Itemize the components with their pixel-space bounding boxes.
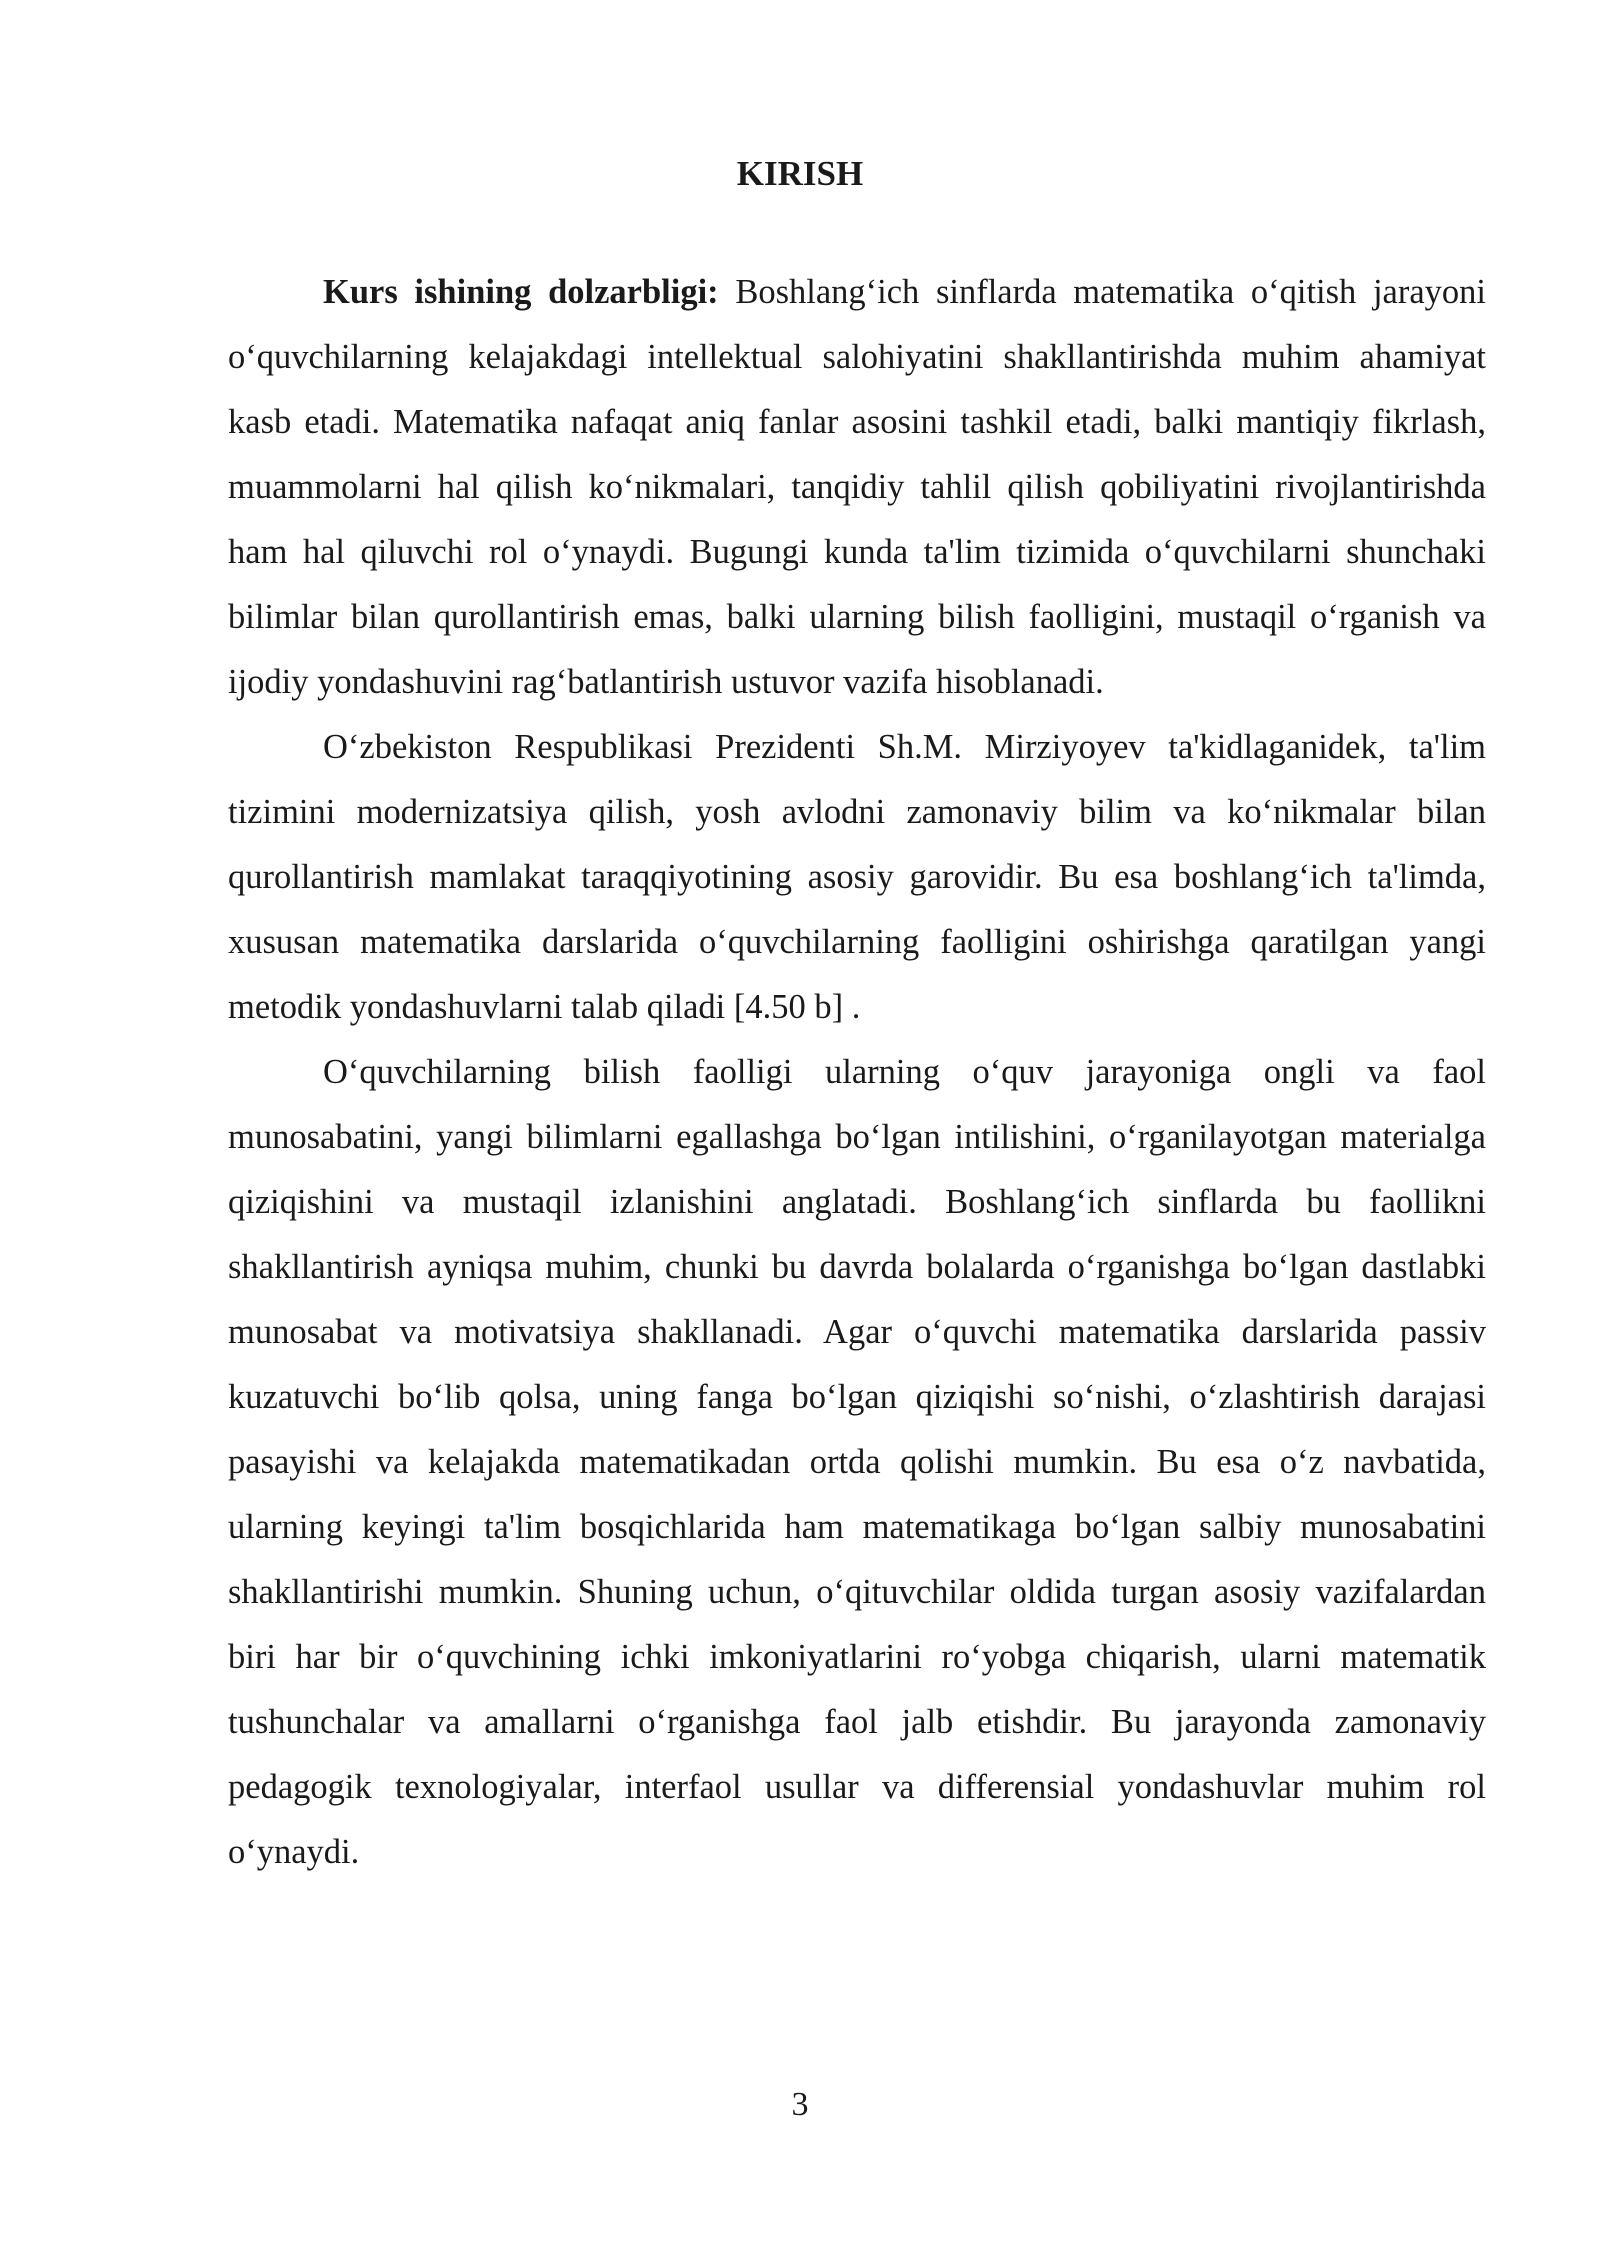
body-text [228, 260, 1486, 1885]
paragraph-lead: Kurs ishining dolzarbligi: [323, 273, 719, 311]
page-number: 3 [791, 2086, 809, 2123]
paragraph-relevance [228, 260, 1486, 715]
paragraph-cognitive-activity: O‘quvchilarning bilish faolligi ularning o‘quv jarayoniga ongli va faol munosabatini, yangi bilimlarni egallashga bo‘lgan intilishini, o‘rganilayotgan materialga qiziqishini va mustaqil izlanishini anglatadi. Boshlang‘ich sinflarda bu faollikni shakllantirish ayniqsa muhim, chunki bu davrda bolalarda o‘rganishga bo‘lgan dastlabki munosabat va motivatsiya shakllanadi. Agar o‘quvchi matematika darslarida passiv kuzatuvchi bo‘lib qolsa, uning fanga bo‘lgan qiziqishi so‘nishi, o‘zlashtirish darajasi pasayishi va kelajakda matematikadan ortda qolishi mumkin. Bu esa o‘z navbatida, ularning keyingi ta'lim bosqichlarida ham matematikaga bo‘lgan salbiy munosabatini shakllantirishi mumkin. Shuning uchun, o‘qituvchilar oldida turgan asosiy vazifalardan biri har bir o‘quvchining ichki imkoniyatlarini ro‘yobga chiqarish, ularni matematik tushunchalar va amallarni o‘rganishga faol jalb etishdir. Bu jarayonda zamonaviy pedagogik texnologiyalar, interfaol usullar va differensial yondashuvlar muhim rol o‘ynaydi. [228, 1053, 1486, 1871]
page-title: KIRISH [736, 154, 864, 193]
paragraph-text: Boshlang‘ich sinflarda matematika o‘qitish jarayoni o‘quvchilarning kelajakdagi intellektual salohiyatini shakllantirishda muhim ahamiyat kasb etadi. Matematika nafaqat aniq fanlar asosini tashkil etadi, balki mantiqiy fikrlash, muammolarni hal qilish ko‘nikmalari, tanqidiy tahlil qilish qobiliyatini rivojlantirishda ham hal qiluvchi rol o‘ynaydi. Bugungi kunda ta'lim tizimida o‘quvchilarni shunchaki bilimlar bilan qurollantirish emas, balki ularning bilish faolligini, mustaqil o‘rganish va ijodiy yondashuvini rag‘batlantirish ustuvor vazifa hisoblanadi. [228, 273, 1486, 701]
paragraph-president: O‘zbekiston Respublikasi Prezidenti Sh.M. Mirziyoyev ta'kidlaganidek, ta'lim tizimini modernizatsiya qilish, yosh avlodni zamonaviy bilim va ko‘nikmalar bilan qurollantirish mamlakat taraqqiyotining asosiy garovidir. Bu esa boshlang‘ich ta'limda, xususan matematika darslarida o‘quvchilarning faolligini oshirishga qaratilgan yangi metodik yondashuvlarni talab qiladi [4.50 b] . [228, 728, 1486, 1026]
